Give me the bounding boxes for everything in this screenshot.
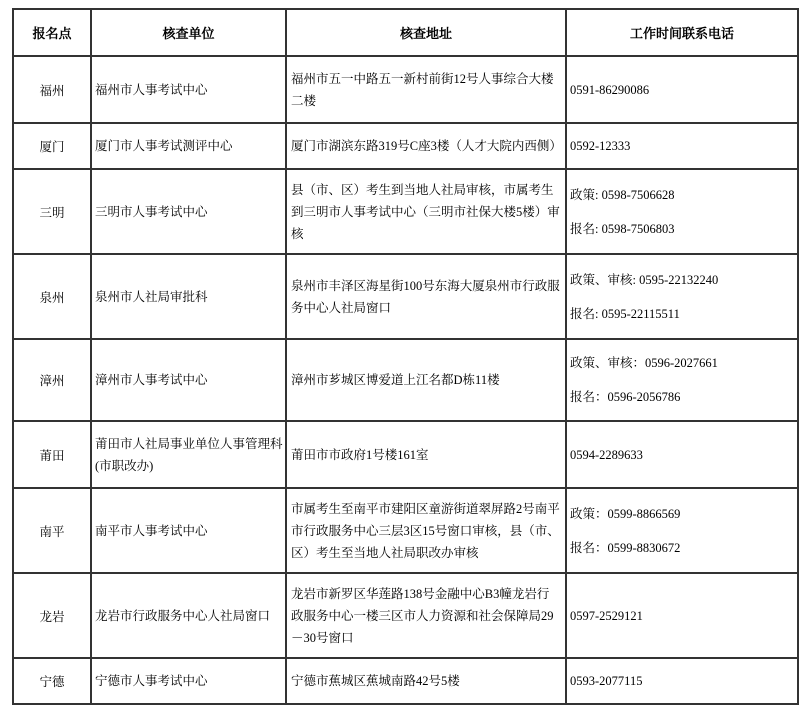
- cell-verification-address: 泉州市丰泽区海星街100号东海大厦泉州市行政服务中心人社局窗口: [286, 254, 566, 339]
- cell-verification-address: 市属考生至南平市建阳区童游街道翠屏路2号南平市行政服务中心三层3区15号窗口审核，县（市、区）考生至当地人社局职改办审核: [286, 488, 566, 573]
- cell-verification-unit: 南平市人事考试中心: [91, 488, 286, 573]
- cell-phone: [566, 488, 798, 573]
- cell-verification-unit: 三明市人事考试中心: [91, 169, 286, 254]
- cell-registration-point: 龙岩: [13, 573, 91, 658]
- cell-verification-address: 龙岩市新罗区华莲路138号金融中心B3幢龙岩行政服务中心一楼三区市人力资源和社会保障局29－30号窗口: [286, 573, 566, 658]
- table-row: [13, 169, 798, 254]
- cell-registration-point: 厦门: [13, 123, 91, 169]
- cell-phone: [566, 123, 798, 169]
- table-row: [13, 488, 798, 573]
- table-row: [13, 254, 798, 339]
- cell-verification-unit: 莆田市人社局事业单位人事管理科(市职改办): [91, 421, 286, 488]
- cell-registration-point: 莆田: [13, 421, 91, 488]
- phone-line: 0591-86290086: [570, 82, 650, 97]
- phone-line: 0594-2289633: [570, 447, 643, 462]
- cell-registration-point: 宁德: [13, 658, 91, 704]
- phone-line: 报名: 0598-7506803: [570, 221, 675, 236]
- verification-table: [12, 8, 799, 705]
- phone-line: 政策、审核: 0595-22132240: [570, 272, 719, 287]
- phone-line: 0597-2529121: [570, 608, 643, 623]
- phone-lines: [570, 138, 795, 154]
- cell-registration-point: 泉州: [13, 254, 91, 339]
- phone-lines: [570, 447, 795, 463]
- cell-phone: [566, 421, 798, 488]
- cell-verification-unit: 泉州市人社局审批科: [91, 254, 286, 339]
- cell-verification-unit: 宁德市人事考试中心: [91, 658, 286, 704]
- cell-registration-point: 漳州: [13, 339, 91, 421]
- phone-line: 报名: 0595-22115511: [570, 306, 680, 321]
- header-verification-address: 核查地址: [286, 9, 566, 56]
- cell-verification-address: 县（市、区）考生到当地人社局审核，市属考生到三明市人事考试中心（三明市社保大楼5楼）审核: [286, 169, 566, 254]
- phone-lines: [570, 82, 795, 98]
- phone-line: 政策：0599-8866569: [570, 506, 681, 521]
- phone-line: 0592-12333: [570, 139, 631, 153]
- table-row: [13, 56, 798, 123]
- phone-lines: [570, 608, 795, 624]
- phone-lines: [570, 187, 795, 237]
- phone-line: 0593-2077115: [570, 674, 643, 688]
- table-row: [13, 339, 798, 421]
- table-row: [13, 658, 798, 704]
- phone-lines: [570, 272, 795, 322]
- phone-line: 报名：0596-2056786: [570, 390, 681, 404]
- phone-lines: [570, 355, 795, 405]
- cell-registration-point: 三明: [13, 169, 91, 254]
- cell-verification-unit: 龙岩市行政服务中心人社局窗口: [91, 573, 286, 658]
- table-row: [13, 123, 798, 169]
- cell-phone: [566, 254, 798, 339]
- cell-verification-unit: 厦门市人事考试测评中心: [91, 123, 286, 169]
- table-body: [13, 56, 798, 704]
- phone-lines: [570, 506, 795, 556]
- cell-phone: [566, 658, 798, 704]
- phone-line: 政策: 0598-7506628: [570, 187, 675, 202]
- cell-verification-unit: 漳州市人事考试中心: [91, 339, 286, 421]
- cell-phone: [566, 573, 798, 658]
- cell-verification-address: 莆田市市政府1号楼161室: [286, 421, 566, 488]
- phone-line: 政策、审核：0596-2027661: [570, 356, 718, 370]
- cell-phone: [566, 339, 798, 421]
- table-row: [13, 573, 798, 658]
- phone-lines: [570, 673, 795, 689]
- cell-registration-point: 福州: [13, 56, 91, 123]
- header-registration-point: 报名点: [13, 9, 91, 56]
- header-verification-unit: 核查单位: [91, 9, 286, 56]
- cell-verification-address: 厦门市湖滨东路319号C座3楼（人才大院内西侧）: [286, 123, 566, 169]
- cell-phone: [566, 169, 798, 254]
- cell-verification-address: 漳州市芗城区博爱道上江名都D栋11楼: [286, 339, 566, 421]
- cell-phone: [566, 56, 798, 123]
- table-row: [13, 421, 798, 488]
- cell-verification-address: 宁德市蕉城区蕉城南路42号5楼: [286, 658, 566, 704]
- phone-line: 报名：0599-8830672: [570, 540, 681, 555]
- cell-registration-point: 南平: [13, 488, 91, 573]
- cell-verification-address: 福州市五一中路五一新村前街12号人事综合大楼二楼: [286, 56, 566, 123]
- header-row: [13, 9, 798, 56]
- header-work-hours-phone: 工作时间联系电话: [566, 9, 798, 56]
- cell-verification-unit: 福州市人事考试中心: [91, 56, 286, 123]
